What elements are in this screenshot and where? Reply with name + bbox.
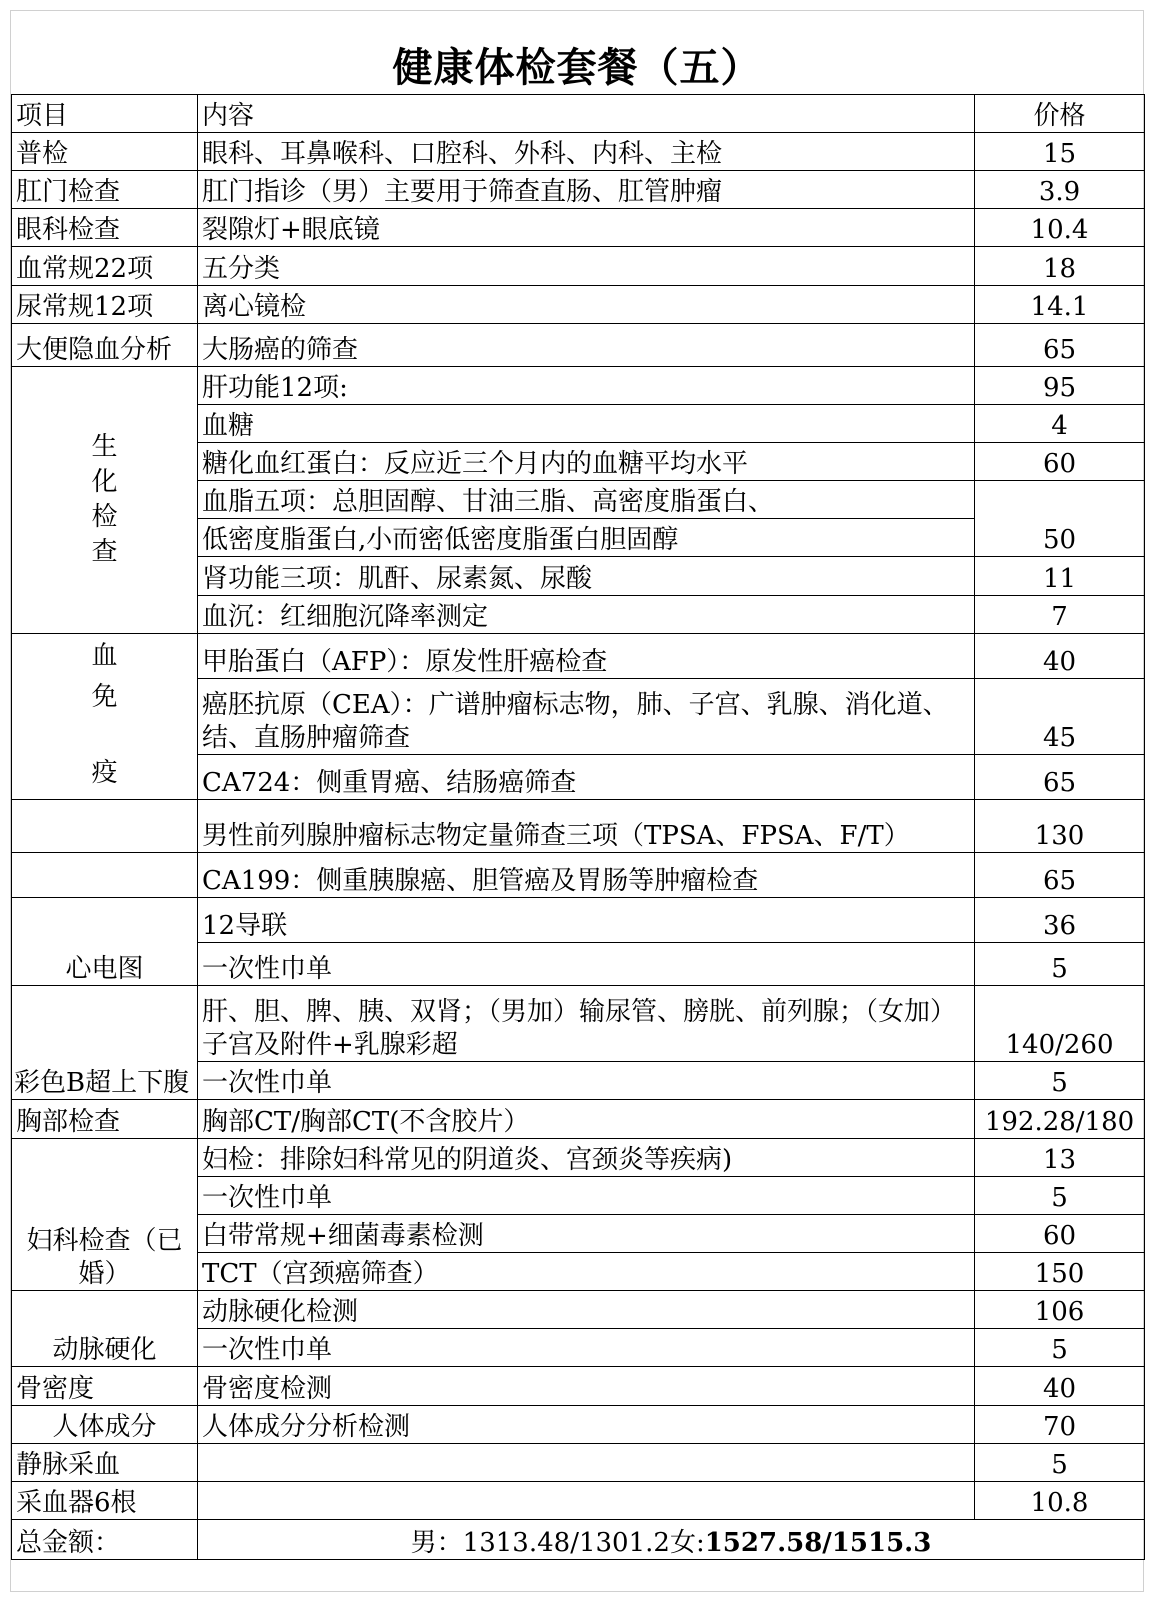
total-row xyxy=(12,1520,1145,1560)
total-male: 男：1313.48/1301.2 xyxy=(410,1527,670,1558)
item-cell: 尿常规12项 xyxy=(12,286,198,324)
price-cell: 70 xyxy=(975,1406,1145,1444)
content-cell: 肾功能三项：肌酐、尿素氮、尿酸 xyxy=(198,557,975,596)
item-cell: 血常规22项 xyxy=(12,247,198,286)
content-cell: 血糖 xyxy=(198,405,975,443)
price-cell: 10.4 xyxy=(975,209,1145,247)
content-cell: 骨密度检测 xyxy=(198,1367,975,1406)
group-cell-gyn: 妇科检查（已婚） xyxy=(12,1139,198,1291)
content-cell: 胸部CT/胸部CT(不含胶片） xyxy=(198,1100,975,1139)
content-cell xyxy=(198,1482,975,1520)
price-cell: 40 xyxy=(975,1367,1145,1406)
price-cell: 13 xyxy=(975,1139,1145,1177)
price-cell: 65 xyxy=(975,755,1145,800)
price-cell: 7 xyxy=(975,596,1145,634)
table-row xyxy=(12,755,1145,800)
price-cell: 65 xyxy=(975,324,1145,367)
group-cell-ultrasound: 彩色B超上下腹 xyxy=(12,986,198,1100)
table-row xyxy=(12,1367,1145,1406)
item-cell: 人体成分 xyxy=(12,1406,198,1444)
content-cell: TCT（宫颈癌筛查） xyxy=(198,1253,975,1291)
table-row xyxy=(12,853,1145,898)
price-cell: 5 xyxy=(975,1444,1145,1482)
table-row xyxy=(12,1406,1145,1444)
content-cell: 糖化血红蛋白：反应近三个月内的血糖平均水平 xyxy=(198,443,975,481)
group-label-biochem: 生 化 检 查 xyxy=(91,431,118,568)
content-cell: 裂隙灯+眼底镜 xyxy=(198,209,975,247)
price-cell: 14.1 xyxy=(975,286,1145,324)
group-cell-artery: 动脉硬化 xyxy=(12,1291,198,1367)
table-row xyxy=(12,634,1145,679)
content-cell xyxy=(198,1444,975,1482)
table-row xyxy=(12,133,1145,171)
price-cell: 4 xyxy=(975,405,1145,443)
price-cell: 10.8 xyxy=(975,1482,1145,1520)
item-cell: 普检 xyxy=(12,133,198,171)
content-cell: 一次性巾单 xyxy=(198,1177,975,1215)
content-cell: 眼科、耳鼻喉科、口腔科、外科、内科、主检 xyxy=(198,133,975,171)
content-cell: 妇检：排除妇科常见的阴道炎、宫颈炎等疾病) xyxy=(198,1139,975,1177)
price-cell: 18 xyxy=(975,247,1145,286)
item-cell: 胸部检查 xyxy=(12,1100,198,1139)
total-label: 总金额： xyxy=(12,1520,198,1560)
price-cell: 50 xyxy=(975,481,1145,557)
content-cell: 一次性巾单 xyxy=(198,1329,975,1367)
price-cell: 95 xyxy=(975,367,1145,405)
content-cell: 离心镜检 xyxy=(198,286,975,324)
item-cell: 采血器6根 xyxy=(12,1482,198,1520)
price-cell: 106 xyxy=(975,1291,1145,1329)
price-cell: 5 xyxy=(975,1062,1145,1100)
group-cell-immune: 血 xyxy=(12,634,198,679)
content-cell: 白带常规+细菌毒素检测 xyxy=(198,1215,975,1253)
content-cell: 男性前列腺肿瘤标志物定量筛查三项（TPSA、FPSA、F/T） xyxy=(198,800,975,853)
content-cell: 低密度脂蛋白,小而密低密度脂蛋白胆固醇 xyxy=(198,519,975,557)
table-row xyxy=(12,209,1145,247)
table-row xyxy=(12,1100,1145,1139)
table-row xyxy=(12,286,1145,324)
header-row xyxy=(12,95,1145,133)
item-cell: 眼科检查 xyxy=(12,209,198,247)
page-title: 健康体检套餐（五） xyxy=(392,44,762,91)
table-row xyxy=(12,679,1145,755)
price-cell: 5 xyxy=(975,1177,1145,1215)
header-price: 价格 xyxy=(975,95,1145,133)
content-cell: 动脉硬化检测 xyxy=(198,1291,975,1329)
item-cell: 大便隐血分析 xyxy=(12,324,198,367)
group-cell-biochem xyxy=(12,367,198,634)
price-cell: 65 xyxy=(975,853,1145,898)
price-cell: 150 xyxy=(975,1253,1145,1291)
content-cell: 血脂五项：总胆固醇、甘油三脂、高密度脂蛋白、 xyxy=(198,481,975,519)
table-row xyxy=(12,1291,1145,1329)
item-cell: 骨密度 xyxy=(12,1367,198,1406)
group-cell-immune: 免 xyxy=(12,679,198,755)
group-cell-empty xyxy=(12,853,198,898)
price-cell: 11 xyxy=(975,557,1145,596)
group-cell-empty xyxy=(12,800,198,853)
content-cell: CA724：侧重胃癌、结肠癌筛查 xyxy=(198,755,975,800)
item-cell: 肛门检查 xyxy=(12,171,198,209)
price-cell: 5 xyxy=(975,1329,1145,1367)
price-cell: 5 xyxy=(975,943,1145,986)
table-row xyxy=(12,1444,1145,1482)
total-female-label: 女: xyxy=(669,1527,705,1558)
price-cell: 40 xyxy=(975,634,1145,679)
table-row xyxy=(12,324,1145,367)
table-row xyxy=(12,247,1145,286)
content-cell: 人体成分分析检测 xyxy=(198,1406,975,1444)
price-cell: 130 xyxy=(975,800,1145,853)
table-row xyxy=(12,1139,1145,1177)
price-cell: 15 xyxy=(975,133,1145,171)
table-row xyxy=(12,800,1145,853)
content-cell: 五分类 xyxy=(198,247,975,286)
content-cell: 一次性巾单 xyxy=(198,943,975,986)
group-cell-immune: 疫 xyxy=(12,755,198,800)
table-row xyxy=(12,171,1145,209)
content-cell: 肝功能12项: xyxy=(198,367,975,405)
price-cell: 192.28/180 xyxy=(975,1100,1145,1139)
item-cell: 静脉采血 xyxy=(12,1444,198,1482)
content-cell: 一次性巾单 xyxy=(198,1062,975,1100)
group-cell-ecg: 心电图 xyxy=(12,898,198,986)
price-cell: 45 xyxy=(975,679,1145,755)
price-table xyxy=(11,94,1145,1560)
price-cell: 60 xyxy=(975,1215,1145,1253)
content-cell: 甲胎蛋白（AFP）：原发性肝癌检查 xyxy=(198,634,975,679)
header-item: 项目 xyxy=(12,95,198,133)
content-cell: 12导联 xyxy=(198,898,975,943)
content-cell: 癌胚抗原（CEA）：广谱肿瘤标志物，肺、子宫、乳腺、消化道、结、直肠肿瘤筛查 xyxy=(198,679,975,755)
table-row xyxy=(12,898,1145,943)
price-cell: 36 xyxy=(975,898,1145,943)
content-cell: 血沉：红细胞沉降率测定 xyxy=(198,596,975,634)
content-cell: 肝、胆、脾、胰、双肾；（男加）输尿管、膀胱、前列腺；（女加）子宫及附件+乳腺彩超 xyxy=(198,986,975,1062)
total-value xyxy=(198,1520,1145,1560)
table-row xyxy=(12,367,1145,405)
price-cell: 60 xyxy=(975,443,1145,481)
content-cell: CA199：侧重胰腺癌、胆管癌及胃肠等肿瘤检查 xyxy=(198,853,975,898)
table-row xyxy=(12,1482,1145,1520)
content-cell: 大肠癌的筛查 xyxy=(198,324,975,367)
header-content: 内容 xyxy=(198,95,975,133)
table-row xyxy=(12,986,1145,1062)
content-cell: 肛门指诊（男）主要用于筛查直肠、肛管肿瘤 xyxy=(198,171,975,209)
price-cell: 140/260 xyxy=(975,986,1145,1062)
price-cell: 3.9 xyxy=(975,171,1145,209)
total-female: 1527.58/1515.3 xyxy=(704,1527,932,1558)
